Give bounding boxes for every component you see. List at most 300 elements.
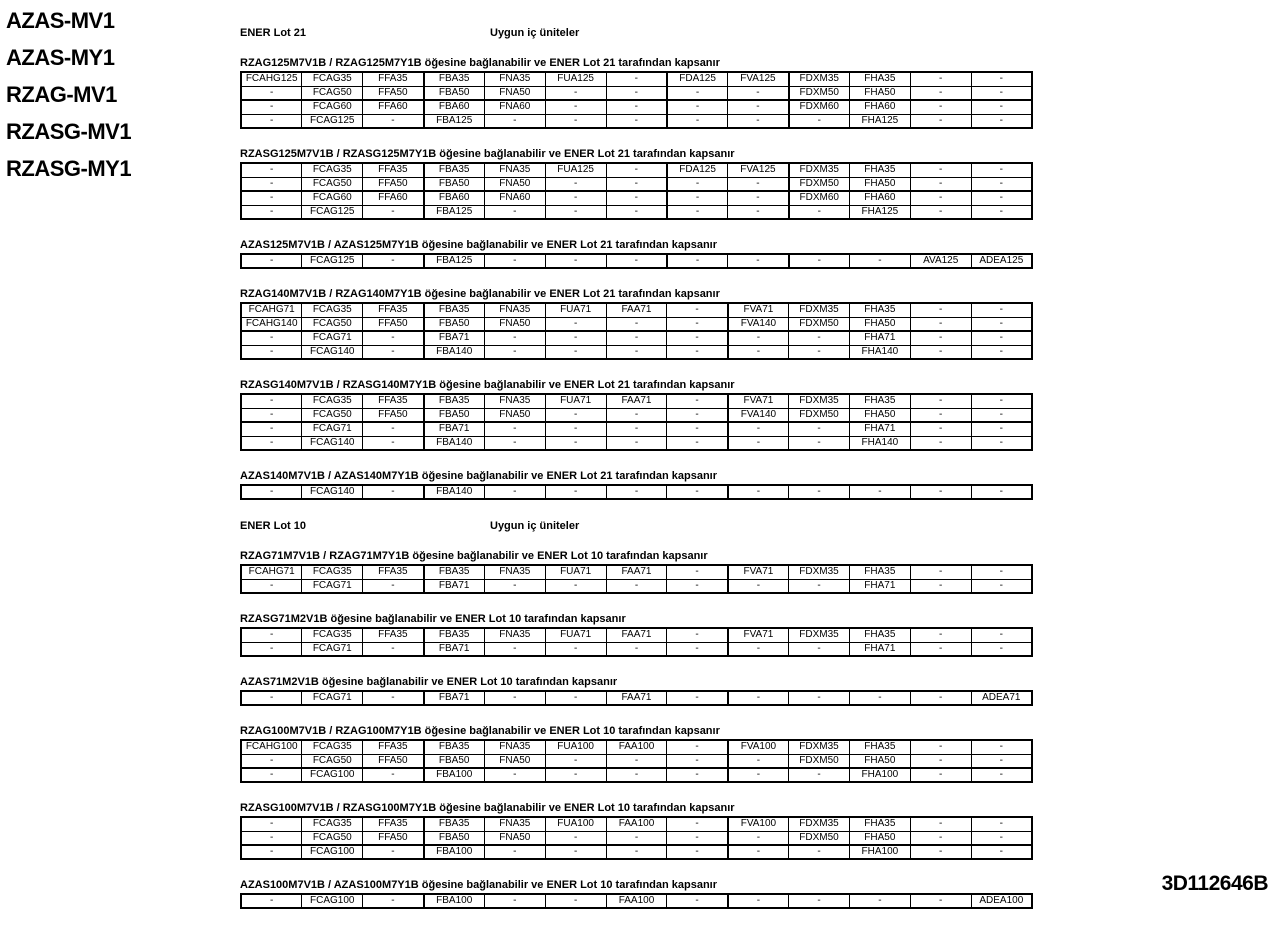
empty-cell: - [971,163,1032,177]
empty-cell: - [363,422,424,436]
table-title: RZAG71M7V1B / RZAG71M7Y1B öğesine bağlanabilir ve ENER Lot 10 tarafından kapsanır [240,550,708,562]
empty-cell: - [971,345,1032,359]
unit-cell: FCAHG71 [241,565,302,579]
unit-cell: FBA35 [424,628,485,642]
empty-cell: - [728,642,789,656]
empty-cell: - [484,254,545,268]
empty-cell: - [667,740,728,754]
unit-cell: FHA35 [849,565,910,579]
unit-cell: FDXM60 [789,191,850,205]
unit-cell: FDA125 [667,72,728,86]
empty-cell: - [606,422,667,436]
empty-cell: - [241,163,302,177]
table-row [241,254,1032,268]
table-row [241,72,1032,86]
empty-cell: - [910,436,971,450]
empty-cell: - [667,831,728,845]
empty-cell: - [606,317,667,331]
empty-cell: - [789,422,850,436]
empty-cell: - [728,894,789,908]
unit-cell: FNA35 [484,740,545,754]
unit-cell: FCAHG140 [241,317,302,331]
unit-cell: FUA100 [545,740,606,754]
unit-cell: FVA100 [728,740,789,754]
unit-cell: FVA125 [728,163,789,177]
unit-cell: FUA71 [545,628,606,642]
empty-cell: - [484,579,545,593]
empty-cell: - [910,579,971,593]
compat-section [240,613,1036,657]
compat-section [240,676,1036,706]
unit-cell: FCAG60 [302,100,363,114]
empty-cell: - [667,177,728,191]
unit-cell: FCAG100 [302,845,363,859]
empty-cell: - [849,894,910,908]
empty-cell: - [910,345,971,359]
unit-cell: FCAG35 [302,72,363,86]
empty-cell: - [910,177,971,191]
unit-cell: FAA71 [606,628,667,642]
empty-cell: - [545,205,606,219]
empty-cell: - [789,345,850,359]
unit-cell: FCAG71 [302,422,363,436]
unit-cell: FCAG50 [302,831,363,845]
unit-cell: FDXM50 [789,86,850,100]
unit-cell: FBA50 [424,754,485,768]
unit-cell: FVA71 [728,394,789,408]
unit-cell: FFA60 [363,100,424,114]
empty-cell: - [363,345,424,359]
unit-cell: FHA71 [849,642,910,656]
table-title: RZAG140M7V1B / RZAG140M7Y1B öğesine bağlanabilir ve ENER Lot 21 tarafından kapsanır [240,288,720,300]
empty-cell: - [789,331,850,345]
unit-cell: FBA71 [424,331,485,345]
empty-cell: - [910,754,971,768]
unit-cell: FVA71 [728,565,789,579]
empty-cell: - [849,691,910,705]
compat-table [240,71,1033,129]
empty-cell: - [484,436,545,450]
empty-cell: - [363,485,424,499]
empty-cell: - [728,100,789,114]
empty-cell: - [363,642,424,656]
unit-cell: FFA50 [363,86,424,100]
unit-cell: FVA100 [728,817,789,831]
empty-cell: - [667,642,728,656]
empty-cell: - [667,317,728,331]
unit-cell: FCAG35 [302,303,363,317]
unit-cell: FCAG35 [302,394,363,408]
empty-cell: - [789,436,850,450]
empty-cell: - [910,191,971,205]
empty-cell: - [789,205,850,219]
unit-cell: FDXM35 [789,303,850,317]
empty-cell: - [910,303,971,317]
unit-cell: FHA71 [849,579,910,593]
table-title: RZAG125M7V1B / RZAG125M7Y1B öğesine bağlanabilir ve ENER Lot 21 tarafından kapsanır [240,57,720,69]
empty-cell: - [910,740,971,754]
empty-cell: - [910,163,971,177]
empty-cell: - [910,691,971,705]
empty-cell: - [241,408,302,422]
content-area [240,26,1036,928]
empty-cell: - [728,191,789,205]
empty-cell: - [363,845,424,859]
empty-cell: - [241,345,302,359]
unit-cell: FFA50 [363,177,424,191]
unit-cell: FHA100 [849,768,910,782]
unit-cell: FBA125 [424,205,485,219]
empty-cell: - [789,845,850,859]
empty-cell: - [849,254,910,268]
empty-cell: - [241,894,302,908]
unit-cell: FCAHG125 [241,72,302,86]
empty-cell: - [910,845,971,859]
compat-section [240,288,1036,360]
table-row [241,317,1032,331]
suitable-units-label: Uygun iç üniteler [490,27,580,39]
empty-cell: - [606,72,667,86]
unit-cell: FHA35 [849,628,910,642]
empty-cell: - [667,303,728,317]
empty-cell: - [910,86,971,100]
lot-header [240,519,1036,533]
empty-cell: - [789,114,850,128]
unit-cell: FHA50 [849,177,910,191]
compat-section [240,239,1036,269]
unit-cell: FBA71 [424,579,485,593]
empty-cell: - [363,254,424,268]
unit-cell: FHA35 [849,394,910,408]
unit-cell: FBA35 [424,740,485,754]
empty-cell: - [667,754,728,768]
empty-cell: - [728,768,789,782]
unit-cell: FHA100 [849,845,910,859]
empty-cell: - [971,754,1032,768]
empty-cell: - [545,894,606,908]
empty-cell: - [545,331,606,345]
empty-cell: - [241,114,302,128]
unit-cell: FBA35 [424,817,485,831]
unit-cell: FBA71 [424,642,485,656]
empty-cell: - [363,579,424,593]
empty-cell: - [606,768,667,782]
unit-cell: FVA71 [728,628,789,642]
unit-cell: FHA35 [849,303,910,317]
unit-cell: FCAG125 [302,205,363,219]
compat-section [240,57,1036,129]
unit-cell: FHA50 [849,86,910,100]
unit-cell: FFA50 [363,831,424,845]
empty-cell: - [667,205,728,219]
table-row [241,628,1032,642]
unit-cell: FHA140 [849,345,910,359]
unit-cell: FCAG100 [302,894,363,908]
unit-cell: FNA35 [484,303,545,317]
empty-cell: - [545,768,606,782]
empty-cell: - [667,845,728,859]
empty-cell: - [971,579,1032,593]
unit-cell: FNA35 [484,394,545,408]
empty-cell: - [728,331,789,345]
unit-cell: FHA50 [849,831,910,845]
empty-cell: - [910,114,971,128]
empty-cell: - [789,642,850,656]
empty-cell: - [728,86,789,100]
unit-cell: FCAG35 [302,163,363,177]
empty-cell: - [971,642,1032,656]
empty-cell: - [971,394,1032,408]
model-name: AZAS-MY1 [6,45,115,70]
table-row [241,100,1032,114]
empty-cell: - [789,254,850,268]
empty-cell: - [363,205,424,219]
unit-cell: FDXM50 [789,408,850,422]
unit-cell: FBA125 [424,254,485,268]
empty-cell: - [241,628,302,642]
unit-cell: FCAG140 [302,485,363,499]
empty-cell: - [545,691,606,705]
empty-cell: - [910,628,971,642]
empty-cell: - [910,422,971,436]
compat-section [240,379,1036,451]
unit-cell: FFA35 [363,817,424,831]
unit-cell: FBA50 [424,317,485,331]
unit-cell: FNA50 [484,754,545,768]
empty-cell: - [606,191,667,205]
empty-cell: - [789,579,850,593]
empty-cell: - [728,485,789,499]
empty-cell: - [545,422,606,436]
empty-cell: - [728,754,789,768]
unit-cell: FCAG71 [302,691,363,705]
unit-cell: FBA140 [424,485,485,499]
empty-cell: - [667,86,728,100]
empty-cell: - [484,205,545,219]
unit-cell: FFA50 [363,317,424,331]
table-row [241,114,1032,128]
empty-cell: - [971,114,1032,128]
suitable-units-label: Uygun iç üniteler [490,520,580,532]
unit-cell: FFA35 [363,72,424,86]
unit-cell: FAA100 [606,740,667,754]
table-row [241,691,1032,705]
unit-cell: FCAG100 [302,768,363,782]
unit-cell: FHA71 [849,331,910,345]
table-row [241,191,1032,205]
unit-cell: FCAG50 [302,86,363,100]
empty-cell: - [484,768,545,782]
empty-cell: - [667,100,728,114]
empty-cell: - [241,422,302,436]
unit-cell: FCAG50 [302,754,363,768]
empty-cell: - [971,740,1032,754]
empty-cell: - [363,691,424,705]
empty-cell: - [971,86,1032,100]
unit-cell: FBA60 [424,191,485,205]
empty-cell: - [241,331,302,345]
empty-cell: - [545,100,606,114]
model-name: RZASG-MY1 [6,156,132,181]
table-title: AZAS125M7V1B / AZAS125M7Y1B öğesine bağlanabilir ve ENER Lot 21 tarafından kapsanır [240,239,718,251]
unit-cell: FCAG50 [302,177,363,191]
empty-cell: - [910,331,971,345]
empty-cell: - [545,254,606,268]
table-row [241,408,1032,422]
empty-cell: - [910,565,971,579]
empty-cell: - [363,768,424,782]
unit-cell: AVA125 [910,254,971,268]
compat-table [240,739,1033,783]
unit-cell: FHA71 [849,422,910,436]
empty-cell: - [241,100,302,114]
unit-cell: FCAG60 [302,191,363,205]
empty-cell: - [545,754,606,768]
unit-cell: FUA125 [545,72,606,86]
empty-cell: - [971,485,1032,499]
empty-cell: - [971,100,1032,114]
unit-cell: FUA100 [545,817,606,831]
unit-cell: FFA50 [363,754,424,768]
unit-cell: FNA35 [484,565,545,579]
empty-cell: - [728,845,789,859]
empty-cell: - [728,831,789,845]
empty-cell: - [545,485,606,499]
table-row [241,642,1032,656]
empty-cell: - [545,642,606,656]
empty-cell: - [789,894,850,908]
unit-cell: FDXM35 [789,628,850,642]
unit-cell: FFA35 [363,565,424,579]
table-row [241,817,1032,831]
empty-cell: - [667,628,728,642]
table-title: AZAS71M2V1B öğesine bağlanabilir ve ENER Lot 10 tarafından kapsanır [240,676,618,688]
unit-cell: FHA50 [849,754,910,768]
unit-cell: FDXM35 [789,163,850,177]
unit-cell: FBA35 [424,72,485,86]
unit-cell: FHA125 [849,114,910,128]
empty-cell: - [606,642,667,656]
empty-cell: - [545,436,606,450]
empty-cell: - [484,642,545,656]
unit-cell: FFA35 [363,628,424,642]
empty-cell: - [545,831,606,845]
empty-cell: - [910,817,971,831]
unit-cell: FNA50 [484,177,545,191]
table-row [241,831,1032,845]
unit-cell: FCAG140 [302,345,363,359]
empty-cell: - [241,768,302,782]
table-row [241,436,1032,450]
empty-cell: - [241,754,302,768]
unit-cell: FAA71 [606,394,667,408]
empty-cell: - [910,768,971,782]
compat-section [240,802,1036,860]
unit-cell: FCAG125 [302,254,363,268]
lot-header [240,26,1036,40]
empty-cell: - [667,191,728,205]
unit-cell: FUA71 [545,565,606,579]
empty-cell: - [971,303,1032,317]
empty-cell: - [545,86,606,100]
compat-table [240,690,1033,706]
unit-cell: FUA125 [545,163,606,177]
unit-cell: FBA35 [424,303,485,317]
unit-cell: FCAG35 [302,565,363,579]
compat-table [240,253,1033,269]
empty-cell: - [241,579,302,593]
empty-cell: - [667,331,728,345]
unit-cell: FHA35 [849,163,910,177]
compat-table [240,484,1033,500]
empty-cell: - [910,317,971,331]
empty-cell: - [545,408,606,422]
unit-cell: FVA140 [728,408,789,422]
empty-cell: - [484,691,545,705]
compat-table [240,564,1033,594]
unit-cell: FCAHG100 [241,740,302,754]
unit-cell: FCAG71 [302,579,363,593]
table-row [241,394,1032,408]
model-name: RZASG-MV1 [6,119,132,144]
table-row [241,845,1032,859]
empty-cell: - [241,485,302,499]
empty-cell: - [910,72,971,86]
empty-cell: - [667,345,728,359]
empty-cell: - [849,485,910,499]
empty-cell: - [971,191,1032,205]
empty-cell: - [971,72,1032,86]
empty-cell: - [667,579,728,593]
unit-cell: FBA35 [424,163,485,177]
empty-cell: - [606,114,667,128]
unit-cell: FBA100 [424,768,485,782]
empty-cell: - [241,845,302,859]
empty-cell: - [971,817,1032,831]
empty-cell: - [606,163,667,177]
unit-cell: FNA50 [484,86,545,100]
empty-cell: - [363,331,424,345]
empty-cell: - [606,331,667,345]
table-title: RZASG71M2V1B öğesine bağlanabilir ve ENER Lot 10 tarafından kapsanır [240,613,626,625]
unit-cell: FBA50 [424,831,485,845]
unit-cell: ADEA125 [971,254,1032,268]
unit-cell: FCAG71 [302,331,363,345]
unit-cell: FAA71 [606,565,667,579]
unit-cell: FAA71 [606,303,667,317]
unit-cell: FNA50 [484,831,545,845]
unit-cell: FHA60 [849,191,910,205]
empty-cell: - [241,436,302,450]
empty-cell: - [667,485,728,499]
unit-cell: ADEA100 [971,894,1032,908]
compat-section [240,725,1036,783]
unit-cell: FDXM35 [789,565,850,579]
unit-cell: FDXM60 [789,100,850,114]
empty-cell: - [606,485,667,499]
empty-cell: - [728,345,789,359]
empty-cell: - [728,114,789,128]
empty-cell: - [667,394,728,408]
empty-cell: - [363,114,424,128]
empty-cell: - [971,422,1032,436]
compat-section [240,879,1036,909]
unit-cell: FNA35 [484,72,545,86]
unit-cell: FDXM50 [789,317,850,331]
empty-cell: - [971,845,1032,859]
unit-cell: FNA60 [484,191,545,205]
empty-cell: - [971,628,1032,642]
